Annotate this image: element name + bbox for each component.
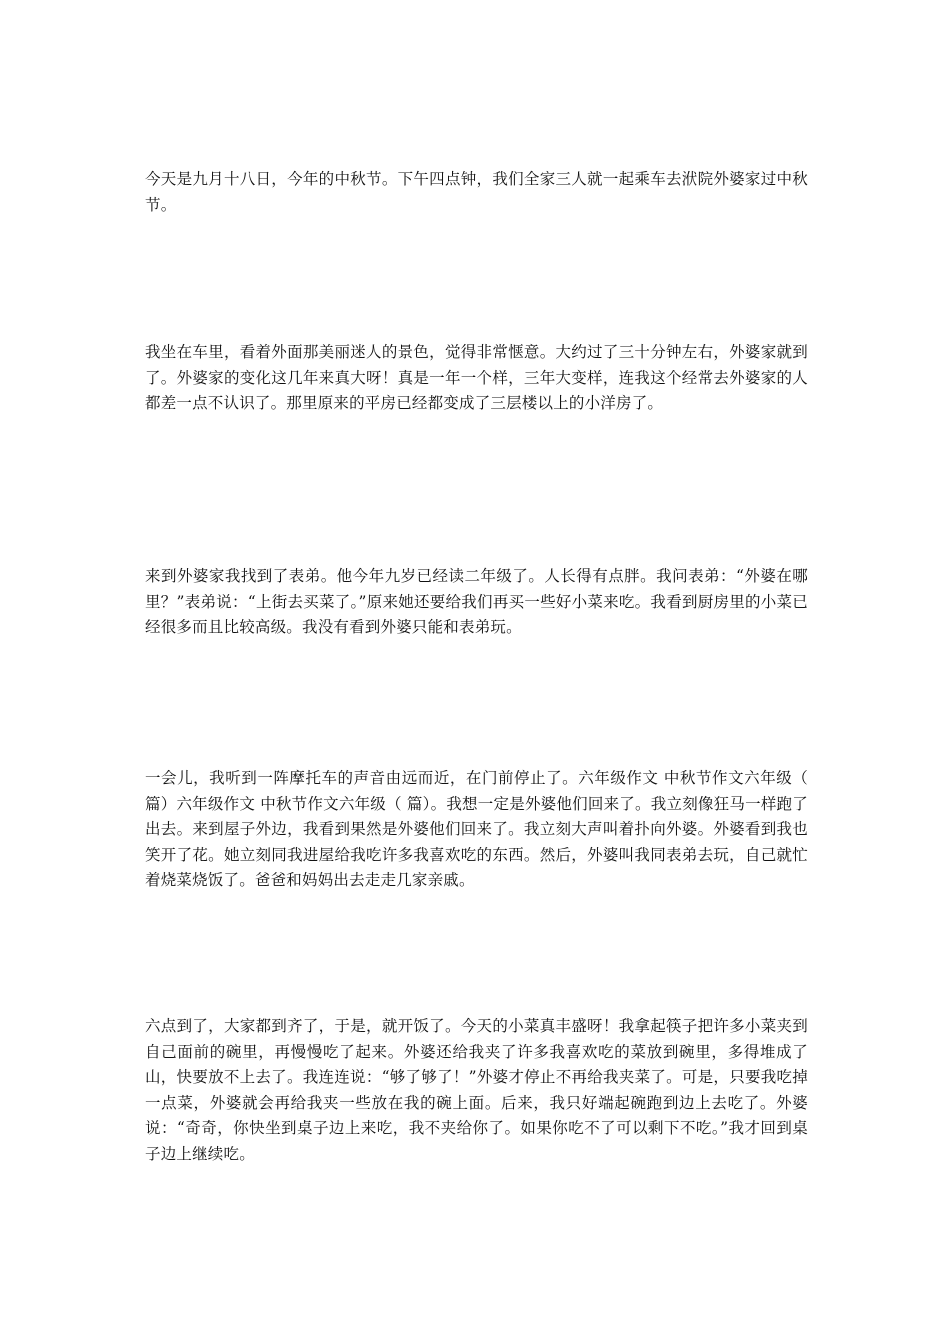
paragraph-1: 今天是九月十八日，今年的中秋节。下午四点钟，我们全家三人就一起乘车去洑院外婆家过中秋节。 — [145, 170, 808, 214]
paragraph-3: 来到外婆家我找到了表弟。他今年九岁已经读二年级了。人长得有点胖。我问表弟：“外婆在哪里？”表弟说：“上街去买菜了。”原来她还要给我们再买一些好小菜来吃。我看到厨房里的小菜已经很多而且比较高级。我没有看到外婆只能和表弟玩。 — [145, 567, 808, 636]
paragraph-5: 六点到了，大家都到齐了，于是，就开饭了。今天的小菜真丰盛呀！我拿起筷子把许多小菜夹到自己面前的碗里，再慢慢吃了起来。外婆还给我夹了许多我喜欢吃的菜放到碗里，多得堆成了山，快要放不上去了。我连连说：“够了够了！”外婆才停止不再给我夹菜了。可是，只要我吃掉一点菜，外婆就会再给我夹一些放在我的碗上面。后来，我只好端起碗跑到边上去吃了。外婆说：“奇奇，你快坐到桌子边上来吃，我不夹给你了。如果你吃不了可以剩下不吃。”我才回到桌子边上继续吃。 — [145, 1017, 808, 1163]
paragraph-2: 我坐在车里，看着外面那美丽迷人的景色，觉得非常惬意。大约过了三十分钟左右，外婆家就到了。外婆家的变化这几年来真大呀！真是一年一个样，三年大变样，连我这个经常去外婆家的人都差一点不认识了。那里原来的平房已经都变成了三层楼以上的小洋房了。 — [145, 343, 808, 412]
paragraph-4: 一会儿，我听到一阵摩托车的声音由远而近，在门前停止了。六年级作文 中秋节作文六年级（ 篇）六年级作文 中秋节作文六年级（ 篇）。我想一定是外婆他们回来了。我立刻像狂马一样跑了出去。来到屋子外边，我看到果然是外婆他们回来了。我立刻大声叫着扑向外婆。外婆看到我也笑开了花。她立刻同我进屋给我吃许多我喜欢吃的东西。然后，外婆叫我同表弟去玩，自己就忙着烧菜烧饭了。爸爸和妈妈出去走走几家亲戚。 — [145, 769, 808, 889]
